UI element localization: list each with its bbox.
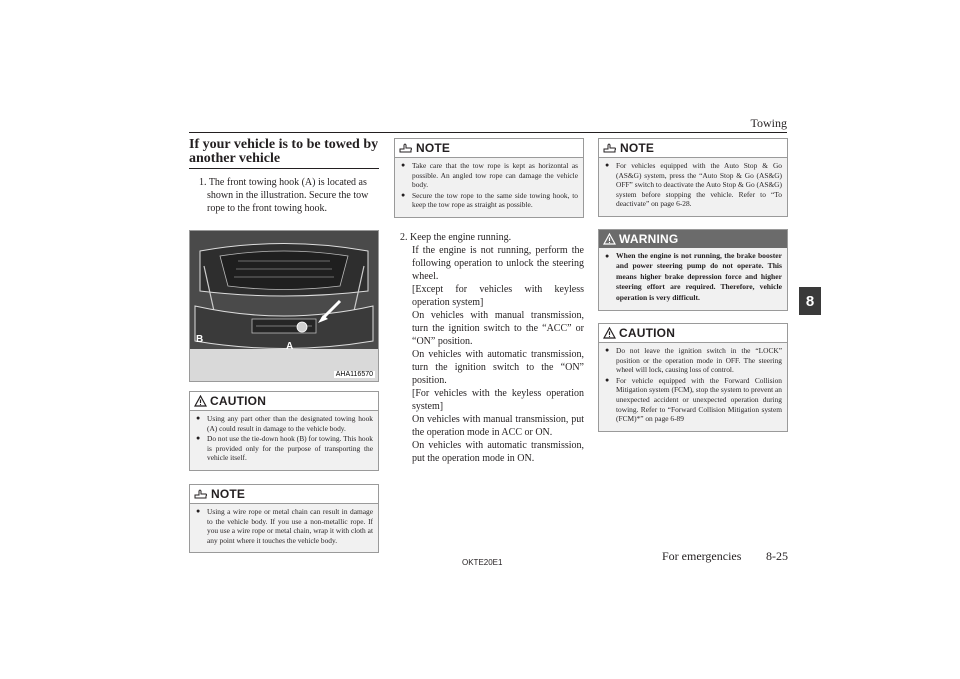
warning-header bbox=[599, 230, 787, 248]
caution-body bbox=[190, 411, 378, 470]
note-hand-icon bbox=[194, 488, 208, 500]
caution-triangle-icon bbox=[603, 327, 616, 339]
running-header-section: Towing bbox=[750, 116, 787, 130]
document-code: OKTE20E1 bbox=[462, 558, 503, 567]
note-box bbox=[189, 484, 379, 553]
chapter-tab: 8 bbox=[799, 287, 821, 315]
note-heading: NOTE bbox=[620, 141, 655, 155]
step-2-paragraph: On vehicles with manual transmission, turn the ignition switch to the “ACC” or “ON” position. bbox=[412, 309, 584, 347]
caution-bullet: ● Using any part other than the designated towing hook (A) could result in damage to the vehicle body. bbox=[195, 414, 373, 433]
note-box bbox=[598, 138, 788, 217]
note-header bbox=[190, 485, 378, 504]
step-1-line-2: shown in the illustration. Secure the tow bbox=[207, 190, 369, 201]
step-2-paragraph: On vehicles with manual transmission, put the operation mode in ACC or ON. bbox=[412, 413, 584, 438]
note-hand-icon bbox=[399, 142, 413, 154]
note-header bbox=[395, 139, 583, 158]
caution-triangle-icon bbox=[194, 395, 207, 407]
note-hand-icon bbox=[603, 142, 617, 154]
warning-body bbox=[599, 248, 787, 310]
caution-heading: CAUTION bbox=[210, 394, 267, 408]
note-body bbox=[395, 158, 583, 217]
step-2-paragraph: On vehicles with automatic transmission, put the operation mode in ON. bbox=[412, 439, 584, 464]
right-column bbox=[598, 138, 788, 432]
step-1-line-1: 1. The front towing hook (A) is located as bbox=[199, 177, 367, 188]
section-title: If your vehicle is to be towed by another vehicle bbox=[189, 138, 379, 169]
note-box bbox=[394, 138, 584, 218]
header-rule bbox=[189, 132, 787, 133]
note-heading: NOTE bbox=[211, 486, 246, 501]
page-number: 8-25 bbox=[766, 549, 788, 563]
middle-column bbox=[394, 138, 584, 465]
warning-triangle-icon bbox=[603, 233, 616, 245]
label-a: A bbox=[286, 341, 294, 352]
step-1-line-3: rope to the front towing hook. bbox=[207, 203, 327, 214]
caution-header bbox=[190, 392, 378, 411]
step-1 bbox=[189, 176, 379, 215]
warning-box bbox=[598, 229, 788, 311]
figure-id: AHA116570 bbox=[335, 371, 373, 378]
step-2-paragraph: If the engine is not running, perform the following operation to unlock the steering wheel. bbox=[412, 244, 584, 282]
caution-header bbox=[599, 324, 787, 343]
note-heading: NOTE bbox=[416, 141, 451, 155]
warning-bullet: ● When the engine is not running, the brake booster and power steering pump do not operate. This means higher brake depression force and higher steering effort are required. Therefore, vehicle operation is very difficult. bbox=[604, 251, 782, 303]
step-1-number: 1. bbox=[199, 177, 207, 188]
caution-heading: CAUTION bbox=[619, 326, 676, 340]
step-2 bbox=[394, 231, 584, 465]
note-header bbox=[599, 139, 787, 158]
note-body bbox=[599, 158, 787, 216]
caution-bullet: ● Do not use the tie-down hook (B) for towing. This hook is provided only for the purpose of transporting the vehicle itself. bbox=[195, 434, 373, 463]
left-column bbox=[189, 138, 379, 553]
label-b: B bbox=[196, 334, 204, 345]
step-2-paragraph: [For vehicles with the keyless operation system] bbox=[412, 387, 584, 412]
caution-box bbox=[598, 323, 788, 432]
note-bullet: ● Using a wire rope or metal chain can result in damage to the vehicle body. If you use a non-metallic rope. If you use a wire rope or metal chain, wrap it with cloth at any point where it touches the vehicle body. bbox=[195, 507, 373, 545]
note-bullet: ● Take care that the tow rope is kept as horizontal as possible. An angled tow rope can damage the vehicle body. bbox=[400, 161, 578, 190]
caution-bullet: ● Do not leave the ignition switch in the “LOCK” position or the operation mode in OFF. The steering wheel will lock, causing loss of control. bbox=[604, 346, 782, 375]
caution-bullet: ● For vehicle equipped with the Forward Collision Mitigation system (FCM), stop the system to prevent an unexpected accident or unexpected operation during towing. Refer to “Forward Collision Mitigation system (FCM)*” on page 6-89 bbox=[604, 376, 782, 424]
caution-body bbox=[599, 343, 787, 431]
bumper-drawing bbox=[190, 231, 378, 381]
note-bullet: ● Secure the tow rope to the same side towing hook, to keep the tow rope as straight as possible. bbox=[400, 191, 578, 210]
note-bullet: ● For vehicles equipped with the Auto Stop & Go (AS&G) system, press the “Auto Stop & Go (AS&G) OFF” switch to deactivate the Auto Stop & Go (AS&G) system before stopping the vehicle. Refer to “To deactivate” on page 6-28. bbox=[604, 161, 782, 209]
warning-heading: WARNING bbox=[619, 231, 679, 246]
towing-hook-illustration bbox=[189, 230, 379, 382]
step-2-line-1: 2. Keep the engine running. bbox=[400, 231, 512, 243]
footer-chapter: For emergencies bbox=[662, 549, 742, 563]
note-body bbox=[190, 504, 378, 552]
caution-box bbox=[189, 391, 379, 471]
step-2-paragraph: On vehicles with automatic transmission, turn the ignition switch to the “ON” position. bbox=[412, 348, 584, 386]
step-2-number: 2. bbox=[400, 231, 408, 243]
step-2-paragraph: [Except for vehicles with keyless operation system] bbox=[412, 283, 584, 308]
